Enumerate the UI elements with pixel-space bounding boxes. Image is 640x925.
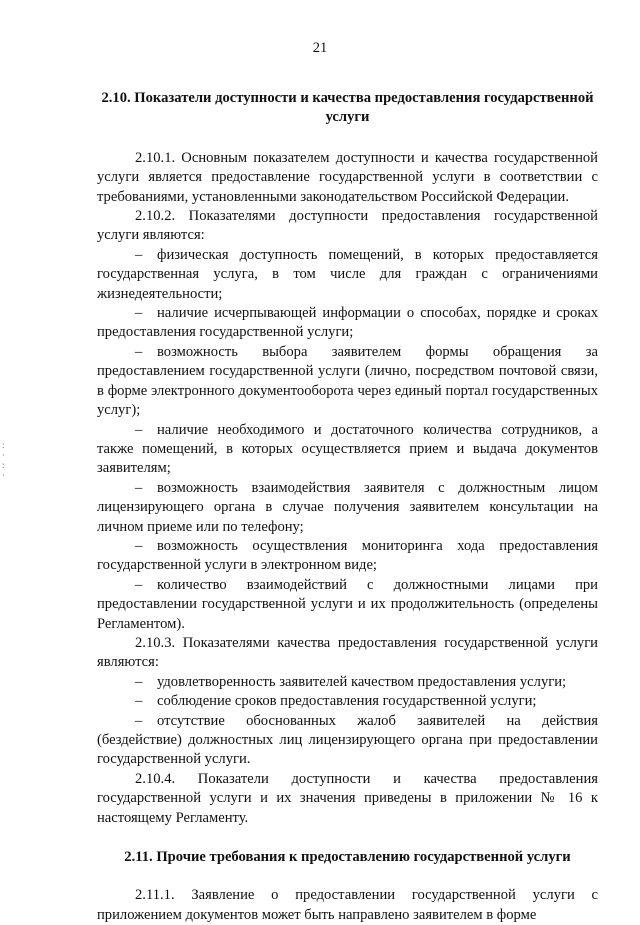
section-heading-2-10: 2.10. Показатели доступности и качества предоставления государственной услуги xyxy=(101,90,594,126)
list-dash: – xyxy=(135,479,143,496)
list-dash: – xyxy=(135,537,143,554)
list-dash: – xyxy=(135,246,143,263)
paragraph-2-10-1: 2.10.1. Основным показателем доступности и качества государственной услуги является предоставление государственной услуги в соответствии с требованиями, установленными законодательством Российской Федерации. xyxy=(97,149,598,205)
scan-margin-mark: : · : · xyxy=(2,440,5,480)
paragraph-2-11-1: 2.11.1. Заявление о предоставлении государственной услуги с приложением документов может быть направлено заявителем в форме xyxy=(97,887,598,923)
paragraph-2-10-4: 2.10.4. Показатели доступности и качества предоставления государственной услуги и их значения приведены в приложении № 16 к настоящему Регламенту. xyxy=(97,770,598,826)
list-item: – возможность осуществления мониторинга хода предоставления государственной услуги в электронном виде; xyxy=(97,537,598,574)
list-item: – физическая доступность помещений, в которых предоставляется государственная услуга, в том числе для граждан с ограничениями жизнедеятельности; xyxy=(97,246,598,302)
list-item: – возможность выбора заявителем формы обращения за предоставлением государственной услуги (лично, посредством почтовой связи, в форме электронного документооборота через единый портал государственных услуг); xyxy=(97,343,598,419)
list-item: – удовлетворенность заявителей качеством предоставления услуги; xyxy=(97,673,598,692)
section-heading-2-11: 2.11. Прочие требования к предоставлению государственной услуги xyxy=(124,849,571,866)
list-item: – отсутствие обоснованных жалоб заявителей на действия (бездействие) должностных лиц лицензирующего органа при предоставлении государственной услуги. xyxy=(97,712,598,768)
list-item: – наличие необходимого и достаточного количества сотрудников, а также помещений, в которых осуществляется прием и выдача документов заявителям; xyxy=(97,421,598,477)
list-dash: – xyxy=(135,305,143,322)
list-item: – соблюдение сроков предоставления государственной услуги; xyxy=(97,692,598,711)
list-dash: – xyxy=(135,421,143,438)
list-dash: – xyxy=(135,693,143,710)
list-item: – количество взаимодействий с должностными лицами при предоставлении государственной услуги и их продолжительность (определены Регламентом). xyxy=(97,576,598,632)
list-item: – наличие исчерпывающей информации о способах, порядке и сроках предоставления государственной услуги; xyxy=(97,305,598,341)
page-number: 21 xyxy=(312,40,328,56)
paragraph-2-10-2: 2.10.2. Показателями доступности предоставления государственной услуги являются: xyxy=(97,208,598,244)
list-item: – возможность взаимодействия заявителя с должностным лицом лицензирующего органа в случае получения заявителем консультации на личном приеме или по телефону; xyxy=(97,479,598,535)
paragraph-2-10-3: 2.10.3. Показателями качества предоставления государственной услуги являются: xyxy=(97,634,598,671)
list-dash: – xyxy=(135,673,143,690)
list-dash: – xyxy=(135,343,143,360)
document-body xyxy=(97,89,598,925)
list-dash: – xyxy=(135,712,143,729)
list-dash: – xyxy=(135,576,143,593)
